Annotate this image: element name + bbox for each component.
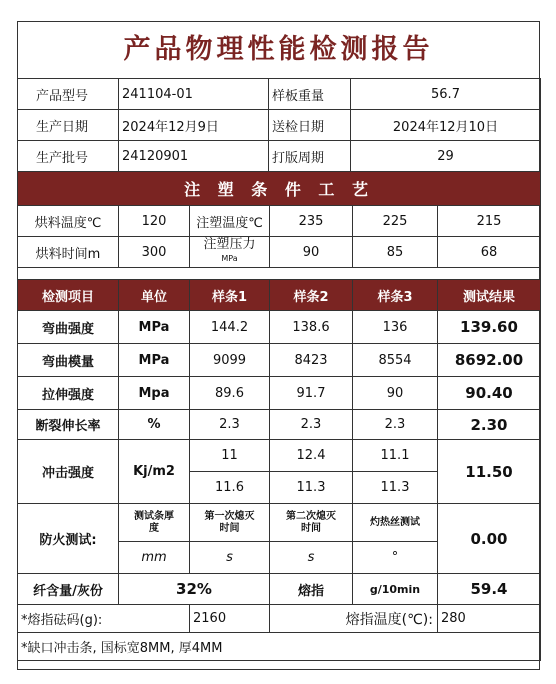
row-result: 90.40 [438, 377, 541, 410]
header-result: 测试结果 [438, 280, 541, 311]
row-result: 8692.00 [438, 344, 541, 377]
header-sample1: 样条1 [190, 280, 270, 311]
fire-col-glow: 灼热丝测试 [353, 504, 438, 542]
prod-date-label: 生产日期 [18, 110, 119, 141]
fire-result: 0.00 [438, 504, 541, 574]
melt-label: 熔指 [270, 574, 353, 605]
row-s1: 2.3 [190, 410, 270, 440]
footer-weight-value: 2160 [190, 605, 270, 633]
impact-r2-s1: 11.6 [190, 472, 270, 504]
row-result: 139.60 [438, 311, 541, 344]
impact-item: 冲击强度 [18, 440, 119, 504]
row-s3: 8554 [353, 344, 438, 377]
footer-melt-temp-label: 熔指温度(℃): [270, 605, 438, 633]
process-table [17, 171, 541, 280]
row-s3: 90 [353, 377, 438, 410]
report-title: 产品物理性能检测报告 [123, 34, 434, 65]
row-s1: 9099 [190, 344, 270, 377]
fiber-label: 纤含量/灰份 [18, 574, 119, 605]
header-sample3: 样条3 [353, 280, 438, 311]
fiber-value: 32% [119, 574, 270, 605]
inj-pressure-2: 85 [353, 237, 438, 268]
impact-r2-s3: 11.3 [353, 472, 438, 504]
row-item: 断裂伸长率 [18, 410, 119, 440]
fire-unit-degree: ° [353, 542, 438, 574]
table-row [18, 311, 541, 344]
prod-date-value: 2024年12月9日 [119, 110, 269, 141]
dry-temp-value: 120 [119, 206, 190, 237]
row-s2: 2.3 [270, 410, 353, 440]
fire-unit-mm: mm [119, 542, 190, 574]
send-date-value: 2024年12月10日 [351, 110, 541, 141]
inj-pressure-unit: MPa [221, 254, 238, 263]
fire-item: 防火测试: [18, 504, 119, 574]
row-s3: 2.3 [353, 410, 438, 440]
footer-weight-label: *熔指砝码(g): [18, 605, 190, 633]
row-s2: 91.7 [270, 377, 353, 410]
impact-r1-s3: 11.1 [353, 440, 438, 472]
inj-pressure-label: 注塑压力 [203, 237, 256, 252]
inj-pressure-1: 90 [270, 237, 353, 268]
impact-r2-s2: 11.3 [270, 472, 353, 504]
fire-col-second: 第二次熄灭时间 [270, 504, 353, 542]
batch-label: 生产批号 [18, 141, 119, 172]
weight-label: 样板重量 [269, 79, 351, 110]
melt-unit: g/10min [353, 574, 438, 605]
table-row [18, 377, 541, 410]
process-header: 注 塑 条 件 工 艺 [18, 172, 541, 206]
melt-value: 59.4 [438, 574, 541, 605]
row-unit: % [119, 410, 190, 440]
dry-time-value: 300 [119, 237, 190, 268]
footer-melt-temp-value: 280 [438, 605, 541, 633]
batch-value: 24120901 [119, 141, 269, 172]
row-unit: MPa [119, 311, 190, 344]
model-label: 产品型号 [18, 79, 119, 110]
fire-unit-s1: s [190, 542, 270, 574]
row-item: 拉伸强度 [18, 377, 119, 410]
row-s3: 136 [353, 311, 438, 344]
inj-temp-label: 注塑温度℃ [190, 206, 270, 237]
inj-temp-2: 225 [353, 206, 438, 237]
row-s2: 138.6 [270, 311, 353, 344]
inj-temp-3: 215 [438, 206, 541, 237]
row-s1: 144.2 [190, 311, 270, 344]
inj-pressure-3: 68 [438, 237, 541, 268]
tests-table [17, 279, 541, 661]
cycle-label: 打版周期 [269, 141, 351, 172]
header-unit: 单位 [119, 280, 190, 311]
impact-r1-s2: 12.4 [270, 440, 353, 472]
cycle-value: 29 [351, 141, 541, 172]
impact-unit: Kj/m2 [119, 440, 190, 504]
impact-r1-s1: 11 [190, 440, 270, 472]
row-result: 2.30 [438, 410, 541, 440]
table-row [18, 410, 541, 440]
dry-temp-label: 烘料温度℃ [18, 206, 119, 237]
weight-value: 56.7 [351, 79, 541, 110]
fire-unit-s2: s [270, 542, 353, 574]
row-item: 弯曲强度 [18, 311, 119, 344]
report-sheet [17, 21, 540, 670]
footer-note: *缺口冲击条, 国标宽8MM, 厚4MM [18, 633, 541, 661]
info-table [17, 78, 541, 172]
header-item: 检测项目 [18, 280, 119, 311]
dry-time-label: 烘料时间m [18, 237, 119, 268]
row-unit: Mpa [119, 377, 190, 410]
row-s1: 89.6 [190, 377, 270, 410]
inj-pressure-label-cell [190, 237, 270, 268]
spacer-row [18, 268, 541, 280]
header-sample2: 样条2 [270, 280, 353, 311]
impact-result: 11.50 [438, 440, 541, 504]
row-s2: 8423 [270, 344, 353, 377]
inj-temp-1: 235 [270, 206, 353, 237]
fire-col-first: 第一次熄灭时间 [190, 504, 270, 542]
model-value: 241104-01 [119, 79, 269, 110]
row-item: 弯曲模量 [18, 344, 119, 377]
table-row [18, 344, 541, 377]
send-date-label: 送检日期 [269, 110, 351, 141]
fire-col-thickness: 测试条厚度 [119, 504, 190, 542]
row-unit: MPa [119, 344, 190, 377]
